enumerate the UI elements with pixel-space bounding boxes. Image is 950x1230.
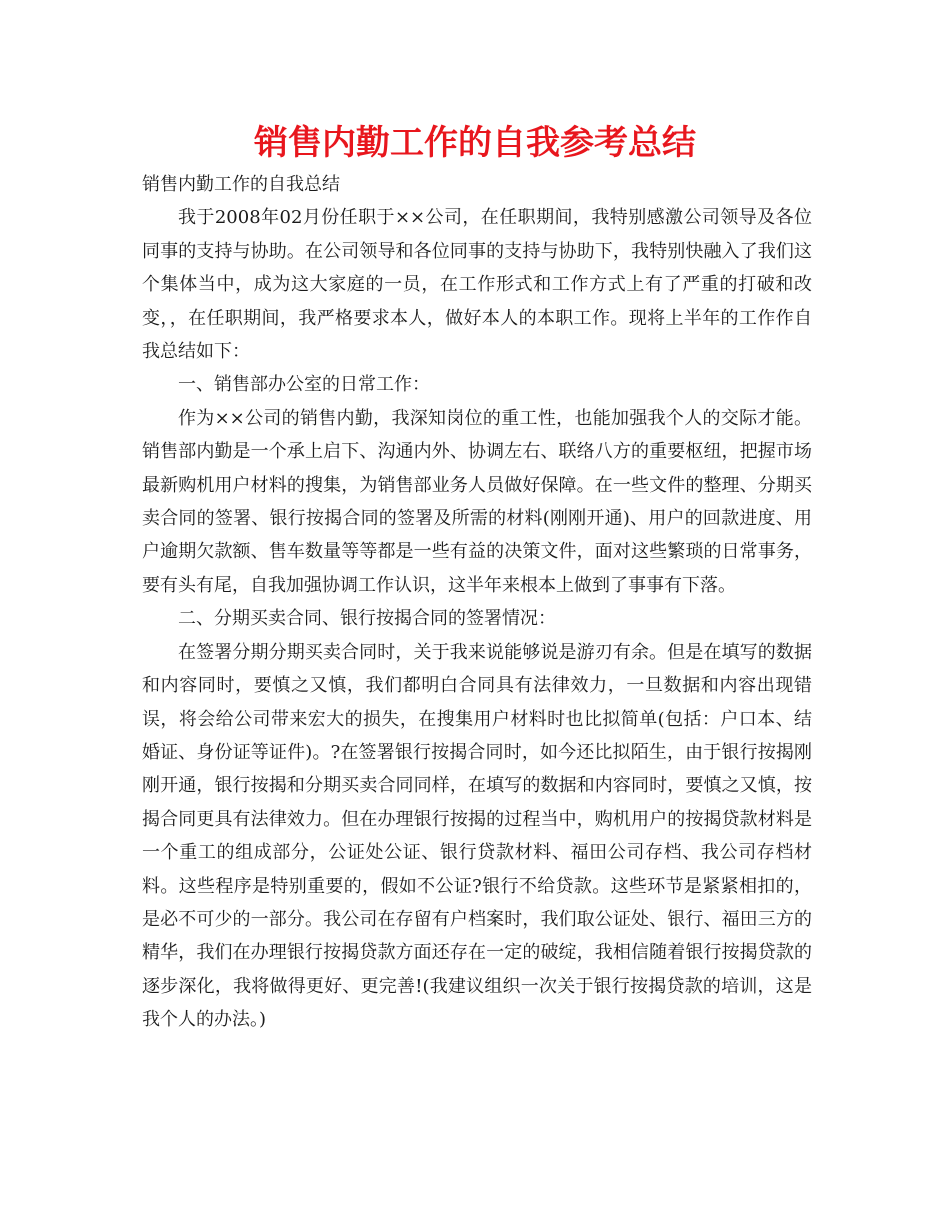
section-heading-1: 一、销售部办公室的日常工作： bbox=[178, 374, 430, 396]
section-heading-2: 二、分期买卖合同、银行按揭合同的签署情况： bbox=[178, 608, 556, 630]
document-title: 销售内勤工作的自我参考总结 bbox=[254, 123, 696, 163]
paragraph-section-1: 作为××公司的销售内勤，我深知岗位的重工性，也能加强我个人的交际才能。销售部内勤是一个承上启下、沟通内外、协调左右、联络八方的重要枢纽，把握市场最新购机用户材料的搜集，为销售部业务人员做好保障。在一些文件的整理、分期买卖合同的签署、银行按揭合同的签署及所需的材料(刚刚开通)、用户的回款进度、用户逾期欠款额、售车数量等等都是一些有益的决策文件，面对这些繁琐的日常事务，要有头有尾，自我加强协调工作认识，这半年来根本上做到了事事有下落。 bbox=[142, 407, 812, 596]
paragraph-section-2: 在签署分期分期买卖合同时，关于我来说能够说是游刃有余。但是在填写的数据和内容同时，要慎之又慎，我们都明白合同具有法律效力，一旦数据和内容出现错误，将会给公司带来宏大的损失，在搜集用户材料时也比拟简单(包括：户口本、结婚证、身份证等证件)。?在签署银行按揭合同时，如今还比拟陌生，由于银行按揭刚刚开通，银行按揭和分期买卖合同同样，在填写的数据和内容同时，要慎之又慎，按揭合同更具有法律效力。但在办理银行按揭的过程当中，购机用户的按揭贷款材料是一个重工的组成部分，公证处公证、银行贷款材料、福田公司存档、我公司存档材料。这些程序是特别重要的，假如不公证?银行不给贷款。这些环节是紧紧相扣的，是必不可少的一部分。我公司在存留有户档案时，我们取公证处、银行、福田三方的精华，我们在办理银行按揭贷款方面还存在一定的破绽，我相信随着银行按揭贷款的逐步深化，我将做得更好、更完善!(我建议组织一次关于银行按揭贷款的培训，这是我个人的办法。) bbox=[142, 641, 812, 1031]
paragraph-intro: 我于2008年02月份任职于××公司，在任职期间，我特别感激公司领导及各位同事的支持与协助。在公司领导和各位同事的支持与协助下，我特别快融入了我们这个集体当中，成为这大家庭的一员，在工作形式和工作方式上有了严重的打破和改变，，在任职期间，我严格要求本人，做好本人的本职工作。现将上半年的工作作自我总结如下： bbox=[142, 207, 812, 363]
document-subtitle: 销售内勤工作的自我总结 bbox=[142, 174, 340, 195]
document-body bbox=[142, 168, 812, 1037]
